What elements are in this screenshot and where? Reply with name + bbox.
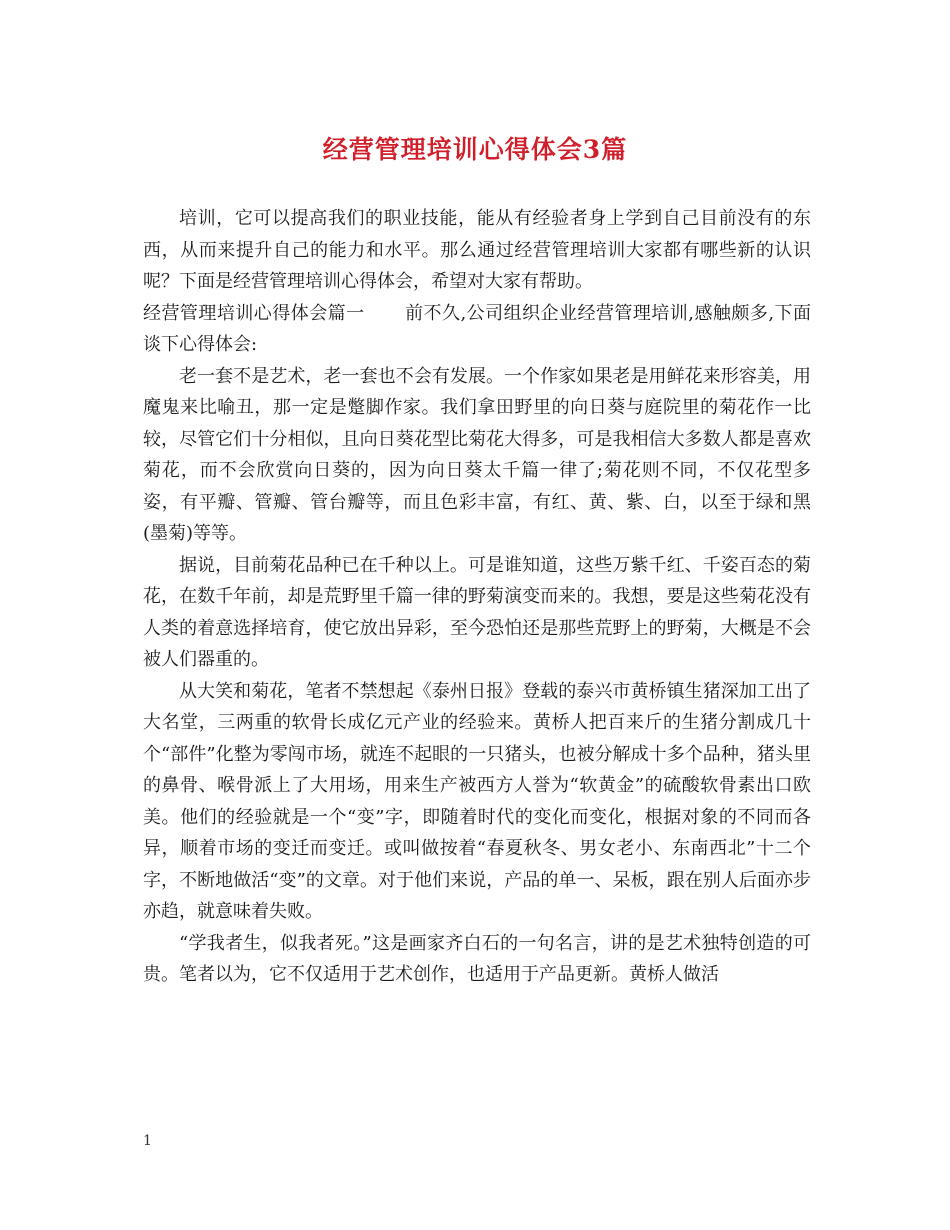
body-paragraph-2: 据说，目前菊花品种已在千种以上。可是谁知道，这些万紫千红、千姿百态的菊花，在数千年前，却是荒野里千篇一律的野菊演变而来的。我想，要是这些菊花没有人类的着意选择培育，使它放出异彩，至今恐怕还是那些荒野上的野菊，大概是不会被人们器重的。	[143, 554, 811, 670]
document-title: 经营管理培训心得体会3篇	[322, 135, 628, 164]
intro-paragraph: 培训，它可以提高我们的职业技能，能从有经验者身上学到自己目前没有的东西，从而来提升自己的能力和水平。那么通过经营管理培训大家都有哪些新的认识呢？下面是经营管理培训心得体会，希望对大家有帮助。	[143, 208, 811, 292]
body-paragraph-3: 从大笑和菊花，笔者不禁想起《泰州日报》登载的泰兴市黄桥镇生猪深加工出了大名堂，三两重的软骨长成亿元产业的经验来。黄桥人把百来斤的生猪分割成几十个“部件”化整为零闯市场，就连不起眼的一只猪头，也被分解成十多个品种，猪头里的鼻骨、喉骨派上了大用场，用来生产被西方人誉为“软黄金”的硫酸软骨素出口欧美。他们的经验就是一个“变”字，即随着时代的变化而变化，根据对象的不同而各异，顺着市场的变迁而变迁。或叫做按着“春夏秋冬、男女老小、东南西北”十二个字，不断地做活“变”的文章。对于他们来说，产品的单一、呆板，跟在别人后面亦步亦趋，就意味着失败。	[143, 680, 811, 922]
body-paragraph-4: “学我者生，似我者死。”这是画家齐白石的一句名言，讲的是艺术独特创造的可贵。笔者以为，它不仅适用于艺术创作，也适用于产品更新。黄桥人做活	[143, 932, 811, 985]
section-lead: 前不久,公司组织企业经营管理培训,感触颇多,下面谈下心得体会:	[143, 302, 811, 355]
section-heading: 经营管理培训心得体会篇一	[143, 302, 365, 324]
document-body	[143, 203, 811, 991]
page-number: 1	[143, 1133, 152, 1149]
section-heading-line	[143, 298, 811, 361]
body-paragraph-1: 老一套不是艺术，老一套也不会有发展。一个作家如果老是用鲜花来形容美，用魔鬼来比喻丑，那一定是蹩脚作家。我们拿田野里的向日葵与庭院里的菊花作一比较，尽管它们十分相似，且向日葵花型比菊花大得多，可是我相信大多数人都是喜欢菊花，而不会欣赏向日葵的，因为向日葵太千篇一律了;菊花则不同，不仅花型多姿，有平瓣、管瓣、管台瓣等，而且色彩丰富，有红、黄、紫、白，以至于绿和黑(墨菊)等等。	[143, 365, 811, 544]
